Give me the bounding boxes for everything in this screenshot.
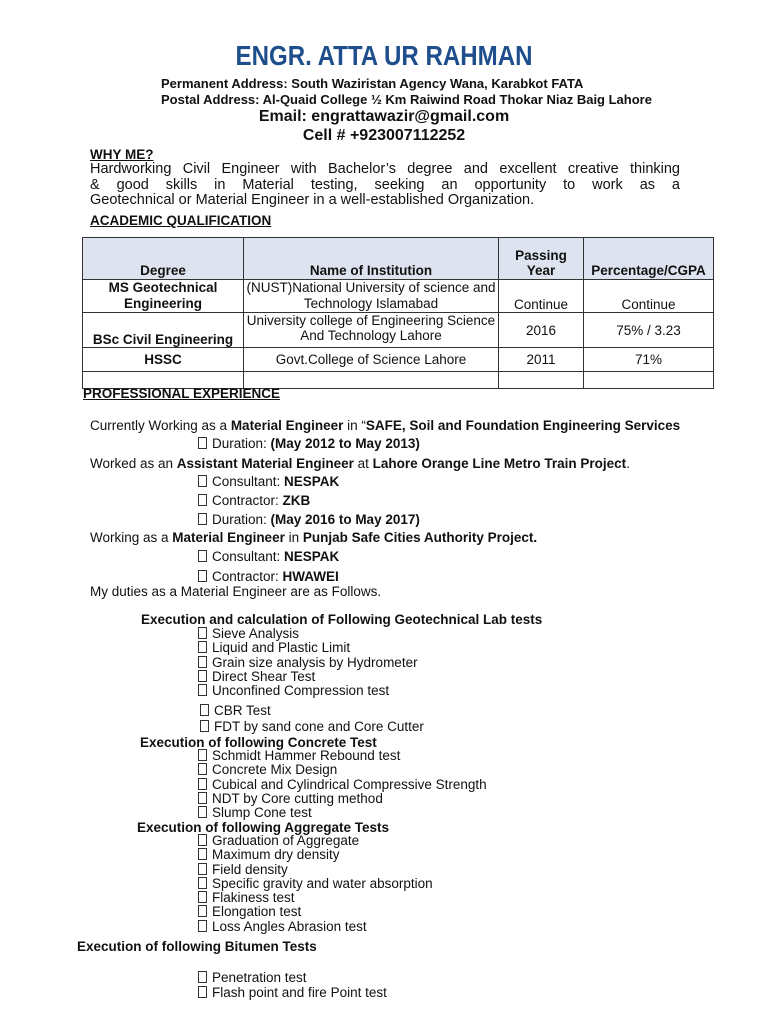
list-item: [198, 877, 433, 891]
job-3: [90, 530, 537, 545]
job-2-project: Lahore Orange Line Metro Train Project: [372, 456, 627, 471]
list-item-label: Elongation test: [212, 904, 302, 920]
list-item: [198, 834, 433, 848]
cell-number: Cell # +923007112252: [302, 127, 466, 144]
bullet-box-icon: [200, 704, 209, 716]
job-2-contractor: [198, 493, 310, 508]
consultant-label: Consultant:: [212, 549, 285, 564]
bullet-box-icon: [198, 778, 207, 790]
cell-year: 2016: [499, 313, 584, 348]
aggregate-list: [198, 834, 433, 934]
bullet-box-icon: [198, 863, 207, 875]
bullet-box-icon: [198, 749, 207, 761]
bullet-box-icon: [198, 550, 207, 562]
bullet-box-icon: [198, 494, 207, 506]
list-item-label: Graduation of Aggregate: [212, 833, 360, 848]
job-3-mid: in: [284, 530, 303, 545]
job-2-consultant: [198, 474, 339, 489]
list-item-label: Specific gravity and water absorption: [212, 875, 433, 891]
col-degree: Degree: [83, 238, 244, 280]
bullet-box-icon: [198, 670, 207, 682]
contractor-label: Contractor:: [212, 493, 283, 508]
list-item: [200, 703, 424, 719]
list-item: [198, 670, 418, 684]
list-item: [198, 970, 387, 985]
list-item-label: Sieve Analysis: [212, 626, 300, 641]
col-percentage: Percentage/CGPA: [584, 238, 714, 280]
bullet-box-icon: [198, 627, 207, 639]
bullet-box-icon: [200, 720, 209, 732]
consultant-value: NESPAK: [284, 474, 340, 489]
cell-score: Continue: [584, 280, 714, 313]
bullet-box-icon: [198, 475, 207, 487]
job-1-company: SAFE, Soil and Foundation Engineering Services: [365, 418, 681, 433]
list-item-label: Maximum dry density: [212, 847, 340, 863]
why-me-text: [90, 162, 680, 209]
duration-label: Duration:: [212, 512, 271, 527]
bitumen-list: [198, 970, 387, 1000]
concrete-list: [198, 749, 487, 820]
job-2-pre: Worked as an: [90, 456, 177, 471]
contractor-value: ZKB: [282, 493, 311, 508]
bullet-box-icon: [198, 971, 207, 983]
duration-value: (May 2016 to May 2017): [270, 512, 420, 527]
list-item: [198, 806, 487, 820]
list-item-label: Concrete Mix Design: [212, 762, 338, 778]
job-1-role: Material Engineer: [230, 418, 344, 433]
job-1: [90, 418, 680, 433]
bullet-box-icon: [198, 570, 207, 582]
cell-institution: (NUST)National University of science and Technology Islamabad: [244, 280, 499, 313]
cell-degree: HSSC: [83, 348, 244, 372]
list-item: [198, 863, 433, 877]
bullet-box-icon: [198, 986, 207, 998]
table-row: [83, 313, 714, 348]
list-item: [198, 749, 487, 763]
col-institution: Name of Institution: [244, 238, 499, 280]
job-3-role: Material Engineer: [172, 530, 285, 545]
list-item-label: Slump Cone test: [212, 805, 312, 821]
list-item: [198, 641, 418, 655]
cell-score: 71%: [584, 348, 714, 372]
list-item-label: Schmidt Hammer Rebound test: [212, 748, 401, 763]
applicant-name: ENGR. ATTA UR RAHMAN: [235, 40, 533, 71]
table-header-row: [83, 238, 714, 280]
experience-heading: PROFESSIONAL EXPERIENCE: [83, 386, 281, 401]
bullet-box-icon: [198, 763, 207, 775]
bullet-box-icon: [198, 905, 207, 917]
job-2-mid: at: [353, 456, 373, 471]
list-item: [198, 920, 433, 934]
contractor-value: HWAWEI: [282, 569, 339, 584]
email: Email: engrattawazir@gmail.com: [258, 108, 510, 125]
list-item-label: FDT by sand cone and Core Cutter: [214, 718, 424, 734]
list-item: [198, 905, 433, 919]
job-3-project: Punjab Safe Cities Authority Project.: [302, 530, 538, 545]
bullet-box-icon: [198, 792, 207, 804]
why-me-line: Hardworking Civil Engineer with Bachelor’s degree and excellent creative thinking: [90, 161, 680, 177]
bullet-box-icon: [198, 684, 207, 696]
cell-score: 75% / 3.23: [584, 313, 714, 348]
list-item-label: Penetration test: [212, 970, 307, 985]
geotech-list-2: [200, 703, 424, 734]
list-item: [198, 656, 418, 670]
cell-degree: BSc Civil Engineering: [83, 313, 244, 348]
list-item-label: Direct Shear Test: [212, 668, 316, 684]
postal-address: Postal Address: Al-Quaid College ½ Km Raiwind Road Thokar Niaz Baig Lahore: [161, 92, 652, 107]
list-item-label: NDT by Core cutting method: [212, 790, 383, 806]
bullet-box-icon: [198, 891, 207, 903]
list-item-label: Unconfined Compression test: [212, 683, 390, 699]
list-item-label: CBR Test: [214, 703, 271, 718]
job-3-contractor: [198, 569, 339, 584]
job-2-role: Assistant Material Engineer: [176, 456, 354, 471]
col-passing-year: Passing Year: [499, 238, 584, 280]
job-1-duration: [198, 436, 420, 451]
list-item: [198, 763, 487, 777]
bitumen-heading: Execution of following Bitumen Tests: [77, 939, 317, 954]
list-item: [198, 792, 487, 806]
academic-heading: ACADEMIC QUALIFICATION: [90, 213, 272, 228]
job-3-consultant: [198, 549, 339, 564]
geotech-list: [198, 627, 418, 698]
table-row: [83, 348, 714, 372]
duration-label: Duration:: [212, 436, 271, 451]
why-me-line: Geotechnical or Material Engineer in a well-established Organization.: [90, 192, 535, 208]
job-1-pre: Currently Working as a: [90, 418, 231, 433]
list-item-label: Grain size analysis by Hydrometer: [212, 654, 418, 670]
list-item: [198, 778, 487, 792]
cell-year: Continue: [499, 280, 584, 313]
why-me-heading: WHY ME?: [90, 147, 154, 162]
bullet-box-icon: [198, 656, 207, 668]
geotech-heading: Execution and calculation of Following Geotechnical Lab tests: [141, 612, 543, 627]
job-2-end: .: [626, 456, 630, 471]
table-row: [83, 280, 714, 313]
bullet-box-icon: [198, 834, 207, 846]
list-item-label: Flash point and fire Point test: [212, 985, 387, 1000]
concrete-heading: Execution of following Concrete Test: [140, 735, 377, 750]
list-item-label: Liquid and Plastic Limit: [212, 640, 351, 656]
list-item: [198, 684, 418, 698]
job-3-pre: Working as a: [90, 530, 173, 545]
list-item-label: Field density: [212, 861, 288, 877]
duration-value: (May 2012 to May 2013): [270, 436, 420, 451]
consultant-value: NESPAK: [284, 549, 340, 564]
list-item: [198, 985, 387, 1000]
list-item-label: Loss Angles Abrasion test: [212, 918, 367, 934]
consultant-label: Consultant:: [212, 474, 285, 489]
contractor-label: Contractor:: [212, 569, 283, 584]
cell-institution: University college of Engineering Science And Technology Lahore: [244, 313, 499, 348]
cell-year: 2011: [499, 348, 584, 372]
cell-degree: MS Geotechnical Engineering: [83, 280, 244, 313]
bullet-box-icon: [198, 513, 207, 525]
bullet-box-icon: [198, 920, 207, 932]
job-1-mid: in “: [343, 418, 366, 433]
bullet-box-icon: [198, 641, 207, 653]
list-item-label: Cubical and Cylindrical Compressive Strength: [212, 776, 487, 792]
bullet-box-icon: [198, 848, 207, 860]
list-item-label: Flakiness test: [212, 890, 295, 906]
list-item: [198, 627, 418, 641]
list-item: [198, 891, 433, 905]
bullet-box-icon: [198, 437, 207, 449]
cell-institution: Govt.College of Science Lahore: [244, 348, 499, 372]
aggregate-heading: Execution of following Aggregate Tests: [137, 820, 390, 835]
job-2: [90, 456, 630, 471]
duties-intro: My duties as a Material Engineer are as Follows.: [90, 584, 382, 599]
bullet-box-icon: [198, 806, 207, 818]
job-2-duration: [198, 512, 420, 527]
why-me-line: & good skills in Material testing, seeking an opportunity to work as a: [90, 176, 680, 193]
list-item: [198, 848, 433, 862]
list-item: [200, 719, 424, 735]
permanent-address: Permanent Address: South Waziristan Agency Wana, Karabkot FATA: [161, 76, 584, 91]
bullet-box-icon: [198, 877, 207, 889]
academic-table: [82, 237, 714, 389]
